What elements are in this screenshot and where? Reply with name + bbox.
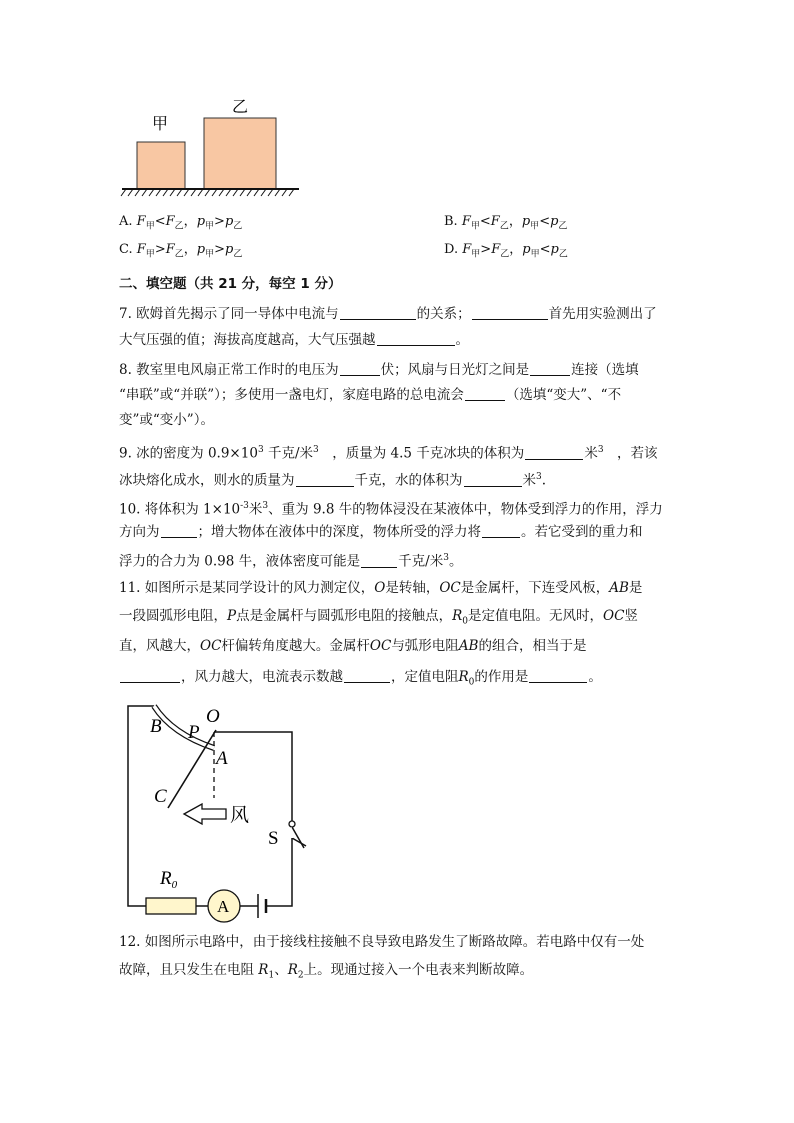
q8-blank1[interactable] [340,361,380,376]
q9-blank3[interactable] [464,472,522,487]
hatch-mark [254,189,259,196]
hatch-mark [198,189,203,196]
q10-blank3[interactable] [361,553,397,568]
block-jia [137,142,185,189]
q8-blank3[interactable] [465,386,505,401]
q7-line2: 大气压强的值；海拔高度越高，大气压强越 。 [119,332,469,348]
q11-blank2[interactable] [344,668,390,683]
q8-blank2[interactable] [530,361,570,376]
label-yi: 乙 [232,99,249,116]
q10-blank2[interactable] [482,523,520,538]
label-c: C [154,786,167,807]
hatch-mark [170,189,175,196]
q11-line1: 11. 如图所示是某同学设计的风力测定仪，O是转轴，OC是金属杆，下连受风板，AB是 [119,580,643,596]
switch-lever [292,827,304,848]
q10-line1: 10. 将体积为 $1\times 10^{-3}$米$^3$、重为 9.8 牛的物体浸没在某液体中，物体受到浮力的作用，浮力 [119,501,663,518]
hatch-mark [233,189,238,196]
hatch-mark [156,189,161,196]
q9-blank1[interactable] [525,445,583,460]
figure-blocks [118,92,308,200]
q11-blank3[interactable] [529,668,587,683]
hatch-mark [142,189,147,196]
label-r0: $R_0$ [160,868,178,891]
q7-blank2[interactable] [472,305,548,320]
section-title: 二、填空题（共 21 分，每空 1 分） [119,276,342,292]
wind-arrow-icon [184,804,226,824]
label-ammeter: A [217,897,230,916]
q9-line2: 冰块熔化成水，则水的质量为 千克，水的体积为 米$^3$. [119,472,547,489]
q7-blank1[interactable] [340,305,416,320]
label-s: S [268,828,279,849]
hatch-mark [184,189,189,196]
hatch-mark [212,189,217,196]
q8-line3: 变”或“变小”）。 [119,412,214,428]
hatch-mark [226,189,231,196]
hatch-mark [128,189,133,196]
hatch-mark [219,189,224,196]
q9-line1: 9. 冰的密度为 $0.9\times 10^3$ 千克/米$^3$ ，质量为 4.5 千克冰块的体积为 米$^3$ ，若该 [119,445,658,462]
block-yi [204,118,276,189]
hatch-mark [121,189,126,196]
hatch-mark [135,189,140,196]
option-c: C. $F_甲>F_乙$，$p_甲>p_乙$ [119,242,243,260]
q8-line2: “串联”或“并联”）；多使用一盏电灯，家庭电路的总电流会 （选填“变大”、“不 [119,387,622,403]
q10-line3: 浮力的合力为 0.98 牛，液体密度可能是 千克/米$^3$。 [119,553,463,570]
arc-resistor-ab [154,706,214,748]
q7-line1: 7. 欧姆首先揭示了同一导体中电流与 的关系； 首先用实验测出了 [119,306,657,322]
option-b: B. $F_甲<F_乙$，$p_甲<p_乙$ [444,214,568,232]
q8-line1: 8. 教室里电风扇正常工作时的电压为 伏；风扇与日光灯之间是 连接（选填 [119,362,639,378]
hatch-mark [261,189,266,196]
hatch-mark [240,189,245,196]
ground-hatch [121,189,294,196]
label-o: O [206,706,220,727]
q10-line2: 方向为 ；增大物体在液体中的深度，物体所受的浮力将 。若它受到的重力和 [119,524,643,540]
resistor-r0 [146,898,196,914]
q10-blank1[interactable] [161,523,197,538]
figure-wind-circuit [118,698,318,930]
option-a: A. $F_甲<F_乙$，$p_甲>p_乙$ [119,214,243,232]
label-wind: 风 [230,805,250,826]
q12-line2: 故障，且只发生在电阻 $R_1$、$R_2$上。现通过接入一个电表来判断故障。 [119,962,534,981]
q7-blank3[interactable] [377,331,455,346]
hatch-mark [282,189,287,196]
q11-line4: ，风力越大，电流表示数越 ，定值电阻$R_0$的作用是 。 [119,667,602,693]
label-jia: 甲 [152,116,169,133]
q11-blank1[interactable] [120,668,180,683]
option-d: D. $F_甲>F_乙$，$p_甲<p_乙$ [444,242,568,260]
hatch-mark [191,189,196,196]
q11-line2: 一段圆弧形电阻，P点是金属杆与圆弧形电阻的接触点，$R_0$是定值电阻。无风时，OC竖 [119,608,638,627]
hatch-mark [247,189,252,196]
q9-blank2[interactable] [296,472,354,487]
hatch-mark [177,189,182,196]
hatch-mark [275,189,280,196]
q12-line1: 12. 如图所示电路中，由于接线柱接触不良导致电路发生了断路故障。若电路中仅有一处 [119,934,645,950]
switch-contact [289,821,295,827]
label-p: P [188,722,200,743]
hatch-mark [149,189,154,196]
label-a: A [216,748,228,769]
hatch-mark [268,189,273,196]
q11-line3: 直，风越大，OC杆偏转角度越大。金属杆OC与弧形电阻AB的组合，相当于是 [119,638,587,654]
hatch-mark [163,189,168,196]
label-b: B [150,716,162,737]
hatch-mark [205,189,210,196]
hatch-mark [289,189,294,196]
